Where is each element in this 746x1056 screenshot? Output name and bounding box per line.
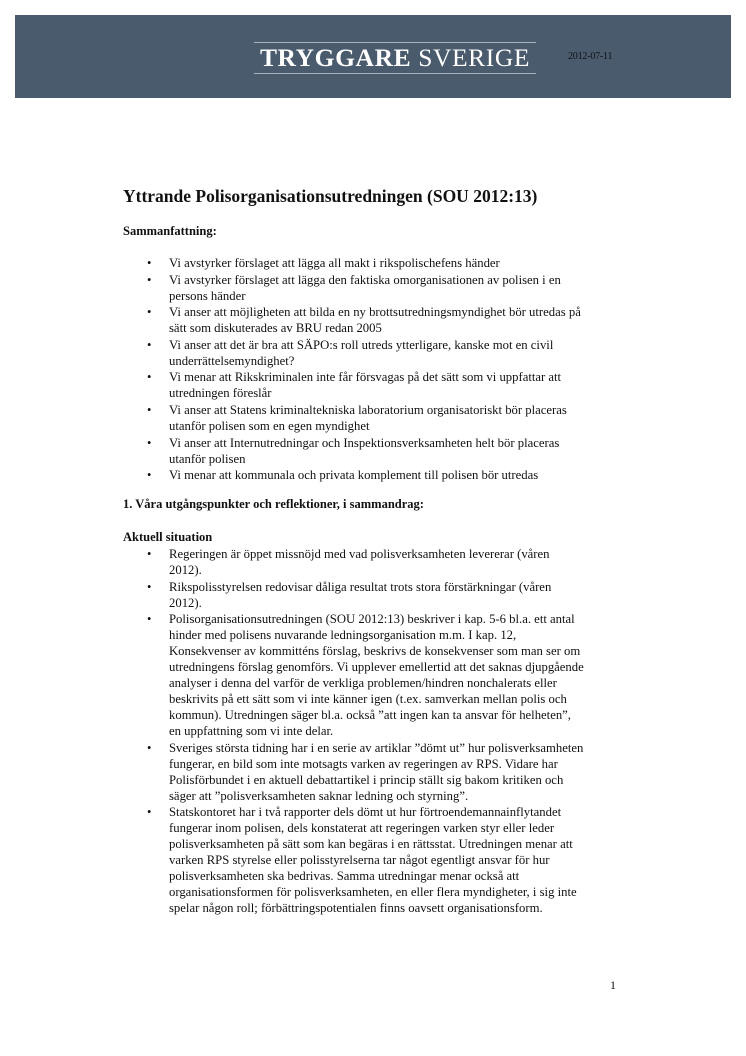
list-item-text-line: analyser i denna del varför de verkliga problemen/hindren nonchalerats eller bbox=[169, 676, 557, 691]
list-item-text-line: Sveriges största tidning har i en serie av artiklar ”dömt ut” hur polisverksamheten bbox=[169, 740, 584, 755]
bullet-icon: • bbox=[147, 402, 152, 417]
bullet-icon: • bbox=[147, 579, 152, 594]
list-item-text-line: hinder med polisens nuvarande ledningsorganisation m.m. I kap. 12, bbox=[169, 628, 517, 643]
list-item bbox=[123, 467, 623, 483]
logo-word-tryggare: TRYGGARE bbox=[259, 43, 412, 72]
list-item-text-line: beskrivits på ett sätt som vi inte känner igen (t.ex. samverkan mellan polis och bbox=[169, 692, 567, 707]
logo bbox=[254, 42, 536, 75]
list-item bbox=[123, 255, 623, 271]
list-item-text-line: utredningens förslag genomförs. Vi upplever emellertid att det saknas djupgående bbox=[169, 660, 584, 675]
bullet-icon: • bbox=[147, 272, 152, 287]
list-item bbox=[123, 579, 623, 611]
list-item-text-line: sätt som diskuterades av BRU redan 2005 bbox=[169, 321, 382, 336]
list-item bbox=[123, 740, 623, 804]
list-item-text-line: spelar någon roll; förbättringspotentialen finns oavsett organisationsform. bbox=[169, 901, 543, 916]
document-date: 2012-07-11 bbox=[568, 51, 613, 62]
list-item-text-line: persons händer bbox=[169, 288, 246, 303]
list-item-text-line: underrättelsemyndighet? bbox=[169, 353, 295, 368]
list-item-text-line: säger att ”polisverksamheten saknar ledning och styrning”. bbox=[169, 788, 469, 803]
bullet-icon: • bbox=[147, 256, 152, 270]
list-item-text-line: Vi anser att Statens kriminaltekniska laboratorium organisatoriskt bör placeras bbox=[169, 402, 567, 417]
current-situation-heading: Aktuell situation bbox=[123, 530, 213, 544]
list-item-text-line: Polisorganisationsutredningen (SOU 2012:13) beskriver i kap. 5-6 bl.a. ett antal bbox=[169, 612, 575, 627]
bullet-icon: • bbox=[147, 305, 152, 320]
list-item-text-line: Konsekvenser av kommitténs förslag, beskrivs de konsekvenser som man ser om bbox=[169, 644, 581, 659]
list-item bbox=[123, 804, 623, 916]
list-item-text-line: fungerar, en bild som inte motsagts varken av regeringen av RPS. Vidare har bbox=[169, 756, 558, 771]
list-item-text-line: organisationsformen för polisverksamheten, en eller flera myndigheter, i sig inte bbox=[169, 885, 577, 900]
summary-heading: Sammanfattning: bbox=[123, 224, 217, 238]
list-item-text-line: polisverksamheten på sätt som kan begäras i en rättsstat. Utredningen menar att bbox=[169, 837, 573, 852]
bullet-icon: • bbox=[147, 612, 152, 627]
list-item-text-line: Vi anser att det är bra att SÄPO:s roll utreds ytterligare, kanske mot en civil bbox=[169, 337, 554, 352]
list-item-text-line: Vi anser att möjligheten att bilda en ny brottsutredningsmyndighet bör utredas på bbox=[169, 305, 581, 320]
section-1-heading: 1. Våra utgångspunkter och reflektioner, i sammandrag: bbox=[123, 497, 424, 511]
list-item bbox=[123, 337, 623, 369]
list-item bbox=[123, 369, 623, 401]
list-item-text-line: Vi menar att Rikskriminalen inte får försvagas på det sätt som vi uppfattar att bbox=[169, 370, 562, 385]
list-item-text-line: Vi menar att kommunala och privata komplement till polisen bör utredas bbox=[169, 468, 539, 483]
list-item bbox=[123, 611, 623, 739]
list-item-text-line: Regeringen är öppet missnöjd med vad polisverksamheten levererar (våren bbox=[169, 547, 550, 561]
list-item bbox=[123, 402, 623, 434]
summary-bullet-list bbox=[123, 255, 623, 484]
list-item-text-line: kommun). Utredningen säger bl.a. också ”att ingen kan ta ansvar för helheten”, bbox=[169, 708, 571, 723]
bullet-icon: • bbox=[147, 740, 152, 755]
list-item-text-line: utanför polisen som en egen myndighet bbox=[169, 418, 370, 433]
page-number: 1 bbox=[610, 978, 616, 992]
list-item-text-line: Polisförbundet i en aktuell debattartikel i princip ställt sig bakom kritiken och bbox=[169, 772, 564, 787]
list-item-text-line: varken RPS styrelse eller polisstyrelserna tar något egentligt ansvar för hur bbox=[169, 853, 550, 868]
list-item-text-line: Vi avstyrker förslaget att lägga den faktiska omorganisationen av polisen i en bbox=[169, 272, 561, 287]
list-item bbox=[123, 272, 623, 304]
list-item-text-line: Vi avstyrker förslaget att lägga all makt i rikspolischefens händer bbox=[169, 256, 500, 270]
current-situation-bullet-list bbox=[123, 546, 623, 917]
list-item bbox=[123, 435, 623, 467]
bullet-icon: • bbox=[147, 370, 152, 385]
list-item-text-line: en uppfattning som vi inte delar. bbox=[169, 724, 334, 739]
list-item-text-line: utanför polisen bbox=[169, 451, 246, 466]
list-item-text-line: Vi anser att Internutredningar och Inspektionsverksamheten helt bör placeras bbox=[169, 435, 560, 450]
bullet-icon: • bbox=[147, 547, 152, 561]
list-item-text-line: fungerar inom polisen, dels konstaterat att regeringen varken styr eller leder bbox=[169, 821, 555, 836]
bullet-icon: • bbox=[147, 435, 152, 450]
list-item-text-line: 2012). bbox=[169, 595, 202, 610]
bullet-icon: • bbox=[147, 468, 152, 483]
logo-word-sverige: SVERIGE bbox=[418, 43, 531, 72]
list-item-text-line: Statskontoret har i två rapporter dels dömt ut hur förtroendemannainflytandet bbox=[169, 805, 562, 820]
list-item-text-line: utredningen föreslår bbox=[169, 386, 272, 401]
bullet-icon: • bbox=[147, 805, 152, 820]
logo-rule-bottom bbox=[254, 73, 536, 74]
document-title: Yttrande Polisorganisationsutredningen (SOU 2012:13) bbox=[123, 186, 538, 206]
logo-text bbox=[254, 45, 536, 71]
list-item-text-line: Rikspolisstyrelsen redovisar dåliga resultat trots stora förstärkningar (våren bbox=[169, 579, 552, 594]
list-item bbox=[123, 304, 623, 336]
list-item-text-line: polisverksamheten ska bedrivas. Samma utredningar menar också att bbox=[169, 869, 520, 884]
list-item bbox=[123, 546, 623, 578]
bullet-icon: • bbox=[147, 337, 152, 352]
list-item-text-line: 2012). bbox=[169, 563, 202, 577]
